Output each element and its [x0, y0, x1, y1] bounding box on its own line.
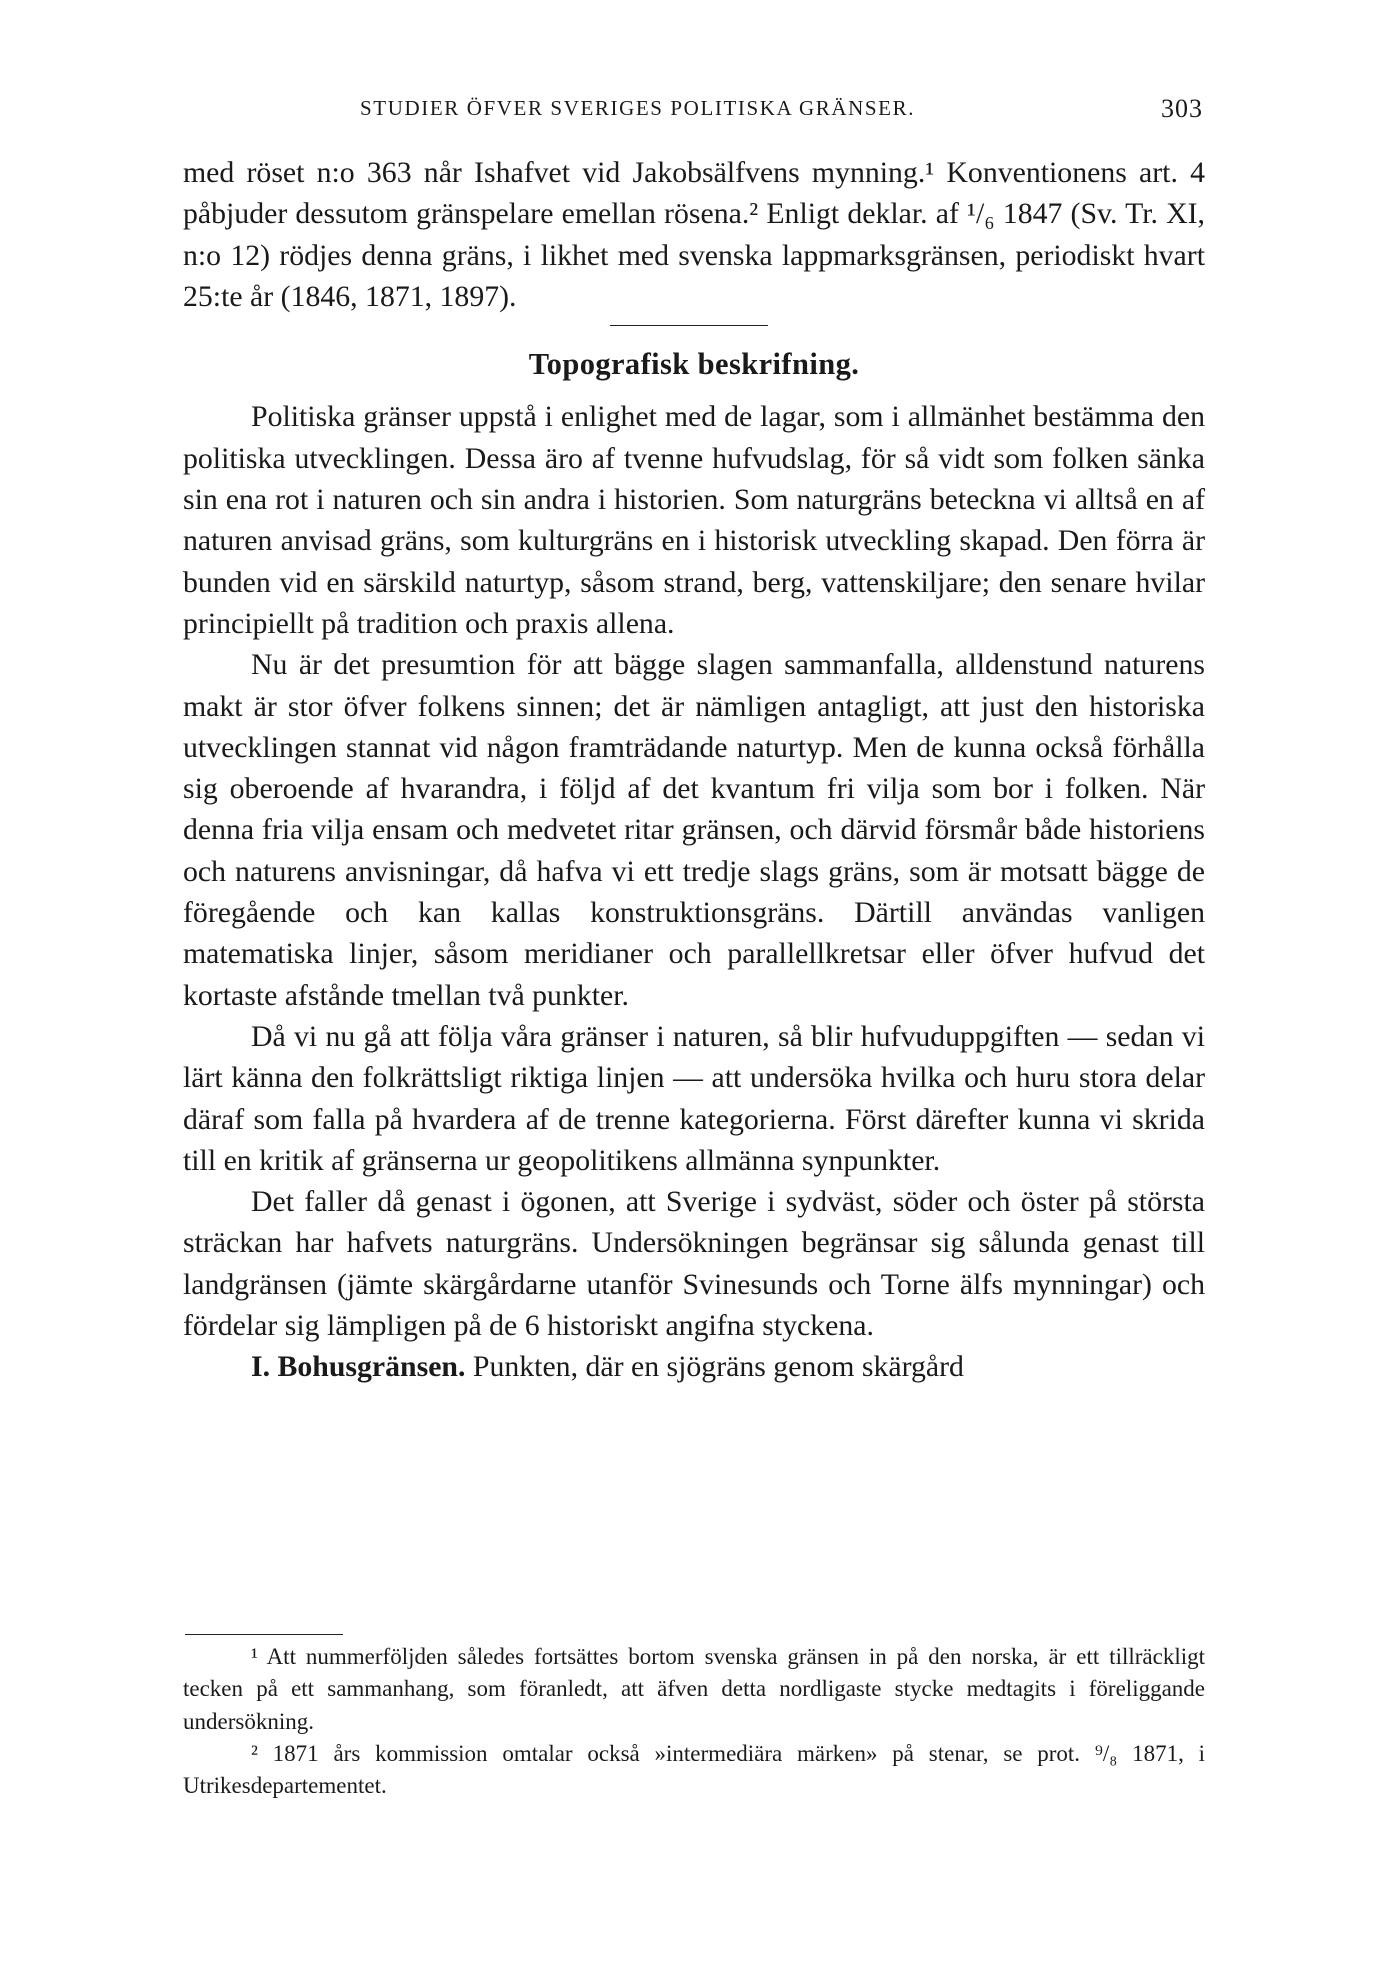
paragraph-hufvuduppgiften: Då vi nu gå att följa våra gränser i naturen, så blir hufvuduppgiften — sedan vi lärt känna den folkrättsligt riktiga linjen — att undersöka hvilka och huru stora delar däraf som falla på hvardera af de trenne kategorierna. Först därefter kunna vi skrida till en kritik af gränserna ur geopolitikens allmänna synpunkter.: [183, 1019, 1205, 1177]
section-heading: Topografisk beskrifning.: [528, 347, 860, 382]
paragraph-politiska-granser: Politiska gränser uppstå i enlighet med de lagar, som i allmänhet bestämma den politiska utvecklingen. Dessa äro af tvenne hufvudslag, för så vidt som folken sänka sin ena rot i naturen och sin andra i historien. Som naturgräns beteckna vi alltså en af naturen anvisad gräns, som kulturgräns en i historisk utveckling skapad. Den förra är bunden vid en särskild naturtyp, såsom strand, berg, vattenskiljare; den senare hvilar principiellt på tradition och praxis allena.: [183, 400, 1205, 640]
bohusgransen-label: I. Bohusgränsen.: [251, 1350, 466, 1384]
footnotes: [183, 1641, 1205, 1802]
bohusgransen-text: Punkten, där en sjögräns genom skärgård: [465, 1350, 964, 1384]
footnote-divider: [185, 1634, 343, 1635]
paragraph-continuation: med röset n:o 363 når Ishafvet vid Jakobsälfvens mynning.¹ Konventionens art. 4 påbjuder dessutom gränspelare emellan rösena.² Enligt deklar. af ¹/₆ 1847 (Sv. Tr. XI, n:o 12) rödjes denna gräns, i likhet med svenska lappmarksgränsen, periodiskt hvart 25:te år (1846, 1871, 1897).: [183, 156, 1205, 313]
paragraph-presumtion: Nu är det presumtion för att bägge slagen sammanfalla, alldenstund naturens makt är stor öfver folkens sinnen; det är nämligen antagligt, att just den historiska utvecklingen stannat vid någon framträdande naturtyp. Men de kunna också förhålla sig oberoende af hvarandra, i följd af det kvantum fri vilja som bor i folken. När denna fria vilja ensam och medvetet ritar gränsen, och därvid försmår både historiens och naturens anvisningar, då hafva vi ett tredje slags gräns, som är motsatt bägge de föregående och kan kallas konstruktionsgräns. Därtill användas vanligen matematiska linjer, såsom meridianer och parallellkretsar eller öfver hufvud det kortaste afstånde tmellan två punkter.: [183, 648, 1205, 1012]
page-header: [185, 96, 1203, 132]
running-head: STUDIER ÖFVER SVERIGES POLITISKA GRÄNSER.: [360, 96, 916, 120]
paragraph-bohusgransen: [183, 1346, 1205, 1387]
page-number: 303: [1161, 94, 1203, 123]
section-divider: [610, 325, 768, 326]
body-text: [183, 152, 1205, 1388]
paragraph-sverige-naturgrans: Det faller då genast i ögonen, att Sverige i sydväst, söder och öster på största sträckan har hafvets naturgräns. Undersökningen begränsar sig sålunda genast till landgränsen (jämte skärgårdarne utanför Svinesunds och Torne älfs mynningar) och fördelar sig lämpligen på de 6 historiskt angifna styckena.: [183, 1185, 1205, 1343]
footnote-1: ¹ Att nummerföljden således fortsättes bortom svenska gränsen in på den norska, är ett tillräckligt tecken på ett sammanhang, som föranledt, att äfven detta nordligaste stycke medtagits i föreliggande undersökning.: [183, 1644, 1205, 1734]
footnote-2: ² 1871 års kommission omtalar också »intermediära märken» på stenar, se prot. ⁹/₈ 1871, i Utrikesdepartementet.: [183, 1740, 1205, 1799]
